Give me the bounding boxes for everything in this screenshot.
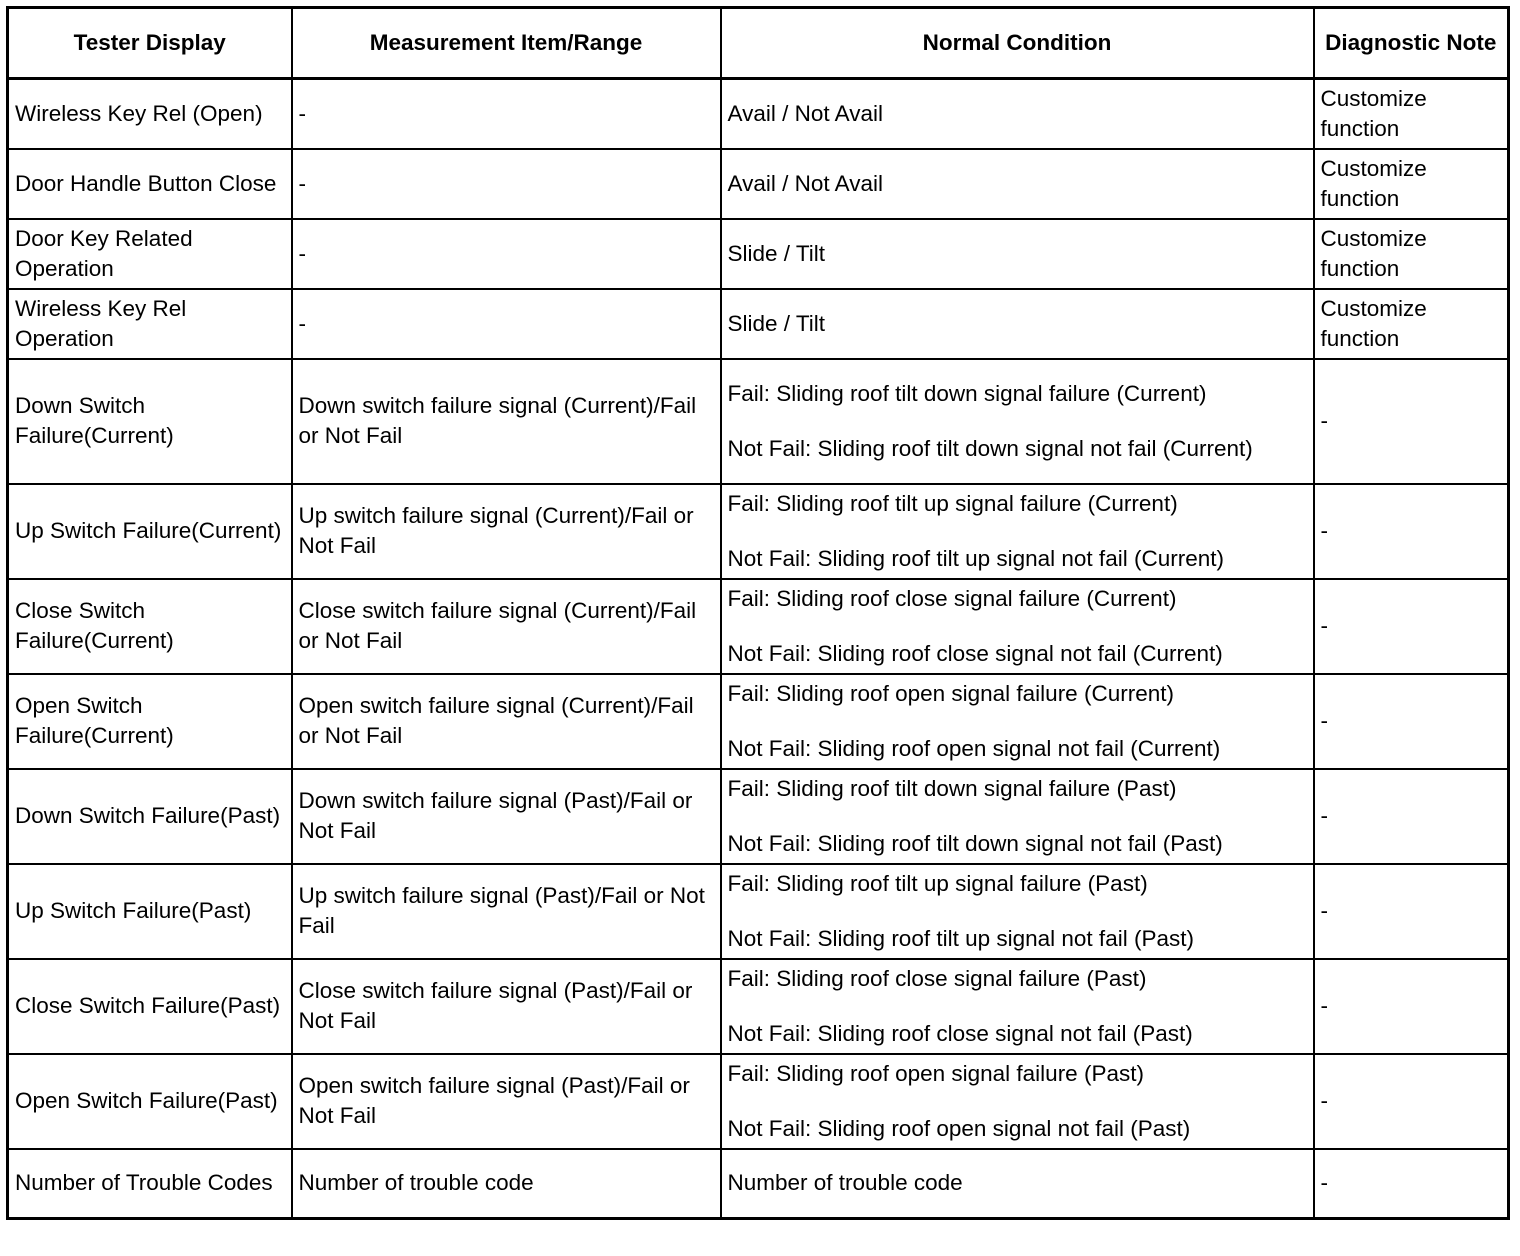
condition-line: Avail / Not Avail [727,100,884,126]
condition-spacer [728,804,1307,829]
table-row [8,149,1509,219]
condition-spacer [728,994,1307,1019]
tester-data-table [6,6,1510,1220]
header-normal-condition: Normal Condition [721,8,1314,79]
diagnostic-note-cell: - [1314,674,1509,769]
measurement-cell: Close switch failure signal (Current)/Fail or Not Fail [292,579,721,674]
diagnostic-note-cell: - [1314,769,1509,864]
measurement-cell: - [292,219,721,289]
diagnostic-note-cell: - [1314,579,1509,674]
condition-line: Not Fail: Sliding roof open signal not fail (Current) [727,735,1221,761]
tester-display-cell: Up Switch Failure(Past) [8,864,292,959]
condition-line: Fail: Sliding roof close signal failure (Current) [727,585,1177,611]
table-row [8,579,1509,674]
header-tester-display: Tester Display [8,8,292,79]
tester-display-cell: Down Switch Failure(Past) [8,769,292,864]
table-row [8,219,1509,289]
condition-line: Not Fail: Sliding roof close signal not fail (Current) [727,640,1223,666]
measurement-cell: Down switch failure signal (Current)/Fail or Not Fail [292,359,721,484]
condition-line: Not Fail: Sliding roof tilt down signal not fail (Current) [727,435,1253,461]
condition-line: Not Fail: Sliding roof tilt down signal not fail (Past) [727,830,1223,856]
tester-display-cell: Door Key Related Operation [8,219,292,289]
normal-condition-cell [721,289,1314,359]
header-diagnostic-note: Diagnostic Note [1314,8,1509,79]
condition-spacer [728,709,1307,734]
condition-line: Not Fail: Sliding roof open signal not fail (Past) [727,1115,1191,1141]
table-row [8,864,1509,959]
normal-condition-cell [721,769,1314,864]
normal-condition-cell [721,579,1314,674]
condition-line: Avail / Not Avail [727,170,884,196]
diagnostic-note-cell: - [1314,1149,1509,1219]
tester-display-cell: Door Handle Button Close [8,149,292,219]
normal-condition-cell [721,674,1314,769]
measurement-cell: Close switch failure signal (Past)/Fail or Not Fail [292,959,721,1054]
condition-line: Fail: Sliding roof tilt down signal failure (Current) [727,380,1207,406]
condition-line: Slide / Tilt [727,310,826,336]
measurement-cell: Up switch failure signal (Past)/Fail or Not Fail [292,864,721,959]
header-measurement: Measurement Item/Range [292,8,721,79]
normal-condition-cell [721,959,1314,1054]
table-body [8,79,1509,1219]
measurement-cell: Up switch failure signal (Current)/Fail or Not Fail [292,484,721,579]
table-row [8,484,1509,579]
diagnostic-note-cell: - [1314,484,1509,579]
table-row [8,359,1509,484]
condition-spacer [728,899,1307,924]
measurement-cell: Number of trouble code [292,1149,721,1219]
condition-spacer [728,614,1307,639]
tester-display-cell: Down Switch Failure(Current) [8,359,292,484]
tester-display-cell: Wireless Key Rel (Open) [8,79,292,149]
condition-line: Fail: Sliding roof open signal failure (Past) [727,1060,1144,1086]
table-row [8,769,1509,864]
table-row [8,959,1509,1054]
condition-line: Not Fail: Sliding roof tilt up signal not fail (Current) [727,545,1224,571]
measurement-cell: Down switch failure signal (Past)/Fail or Not Fail [292,769,721,864]
diagnostic-note-cell: - [1314,1054,1509,1149]
condition-line: Not Fail: Sliding roof tilt up signal not fail (Past) [727,925,1194,951]
table-row [8,1149,1509,1219]
table-row [8,1054,1509,1149]
table-row [8,79,1509,149]
normal-condition-cell [721,359,1314,484]
diagnostic-note-cell: Customize function [1314,289,1509,359]
measurement-cell: - [292,289,721,359]
tester-display-cell: Open Switch Failure(Current) [8,674,292,769]
condition-line: Number of trouble code [727,1170,963,1196]
tester-display-cell: Close Switch Failure(Past) [8,959,292,1054]
measurement-cell: - [292,79,721,149]
tester-display-cell: Up Switch Failure(Current) [8,484,292,579]
tester-display-cell: Number of Trouble Codes [8,1149,292,1219]
condition-line: Fail: Sliding roof tilt down signal failure (Past) [727,775,1177,801]
normal-condition-cell [721,79,1314,149]
condition-line: Not Fail: Sliding roof close signal not fail (Past) [727,1020,1193,1046]
table-row [8,289,1509,359]
normal-condition-cell [721,219,1314,289]
condition-line: Fail: Sliding roof open signal failure (Current) [727,680,1174,706]
normal-condition-cell [721,149,1314,219]
diagnostic-note-cell: - [1314,959,1509,1054]
diagnostic-note-cell: Customize function [1314,79,1509,149]
normal-condition-cell [721,1149,1314,1219]
diagnostic-note-cell: - [1314,864,1509,959]
table-row [8,674,1509,769]
tester-display-cell: Open Switch Failure(Past) [8,1054,292,1149]
condition-line: Fail: Sliding roof close signal failure (Past) [727,965,1147,991]
diagnostic-note-cell: Customize function [1314,219,1509,289]
condition-line: Fail: Sliding roof tilt up signal failure (Current) [727,490,1178,516]
condition-spacer [728,1089,1307,1114]
measurement-cell: Open switch failure signal (Current)/Fail or Not Fail [292,674,721,769]
table-header-row [8,8,1509,79]
tester-display-cell: Close Switch Failure(Current) [8,579,292,674]
normal-condition-cell [721,864,1314,959]
measurement-cell: - [292,149,721,219]
measurement-cell: Open switch failure signal (Past)/Fail or Not Fail [292,1054,721,1149]
condition-spacer [728,409,1307,434]
normal-condition-cell [721,1054,1314,1149]
condition-line: Slide / Tilt [727,240,826,266]
tester-display-cell: Wireless Key Rel Operation [8,289,292,359]
diagnostic-note-cell: - [1314,359,1509,484]
condition-line: Fail: Sliding roof tilt up signal failure (Past) [727,870,1148,896]
condition-spacer [728,519,1307,544]
normal-condition-cell [721,484,1314,579]
diagnostic-note-cell: Customize function [1314,149,1509,219]
